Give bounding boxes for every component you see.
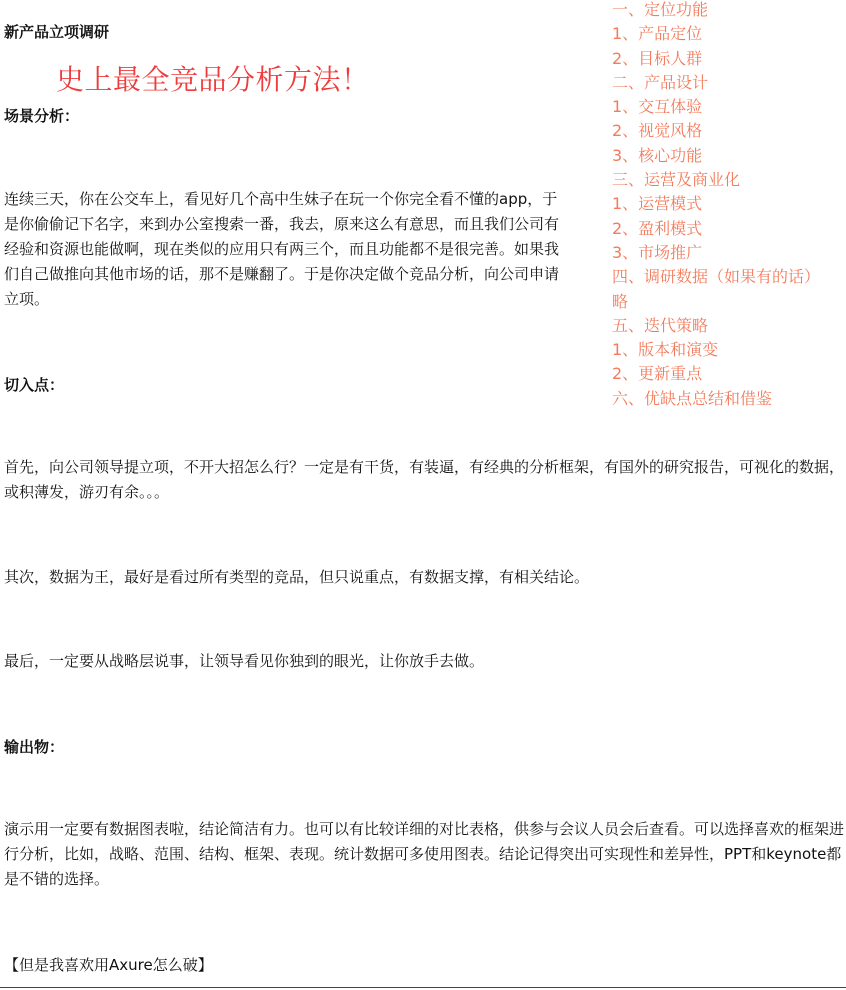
outline-item: 1、交互体验 [612, 97, 703, 117]
entry-point-second-paragraph: 其次，数据为王，最好是看过所有类型的竞品，但只说重点，有数据支撑，有相关结论。 [4, 568, 590, 586]
entry-point-first-paragraph: 首先，向公司领导提立项，不开大招怎么行？一定是有干货，有装逼，有经典的分析框架，有国外的研究报告，可视化的数据，或积薄发，游刃有余。。。 [4, 458, 845, 501]
outline-item: 六、优缺点总结和借鉴 [612, 388, 773, 408]
outline-item: 一、定位功能 [612, 0, 709, 19]
outline-item: 1、版本和演变 [612, 340, 719, 360]
page-bottom-rule [0, 987, 846, 988]
outline-item: 略 [612, 291, 629, 311]
entry-point-heading: 切入点： [4, 376, 65, 394]
outline-item: 五、迭代策略 [612, 315, 709, 335]
scenario-paragraph: 连续三天，你在公交车上，看见好几个高中生妹子在玩一个你完全看不懂的app，于是你偷偷记下名字，来到办公室搜索一番，我去，原来这么有意思，而且我们公司有经验和资源也能做啊，现在类似的应用只有两三个，而且功能都不是很完善。如果我们自己做推向其他市场的话，那不是赚翻了。于是你决定做个竞品分析，向公司申请立项。 [4, 190, 560, 308]
outline-item: 1、运营模式 [612, 194, 703, 214]
outline-item: 3、市场推广 [612, 242, 703, 262]
article-headline: 史上最全竞品分析方法！ [56, 63, 370, 96]
output-paragraph: 演示用一定要有数据图表啦，结论简洁有力。也可以有比较详细的对比表格，供参与会议人员会后查看。可以选择喜欢的框架进行分析，比如，战略、范围、结构、框架、表现。统计数据可多使用图表。结论记得突出可实现性和差异性，PPT和keynote都是不错的选择。 [4, 820, 845, 888]
outline-item: 2、盈利模式 [612, 218, 703, 238]
outline-item: 二、产品设计 [612, 72, 709, 92]
outline-item: 1、产品定位 [612, 24, 703, 44]
outline-item: 3、核心功能 [612, 145, 703, 165]
outline-item: 四、调研数据（如果有的话） [612, 267, 821, 287]
document-title: 新产品立项调研 [4, 23, 110, 41]
outline-list [612, 0, 846, 411]
entry-point-last-paragraph: 最后，一定要从战略层说事，让领导看见你独到的眼光，让你放手去做。 [4, 652, 485, 670]
output-heading: 输出物： [4, 738, 65, 756]
outline-item: 2、目标人群 [612, 48, 703, 68]
outline-item: 三、运营及商业化 [612, 170, 741, 190]
outline-item: 2、更新重点 [612, 364, 703, 384]
scenario-heading: 场景分析： [4, 107, 80, 125]
closing-line: 【但是我喜欢用Axure怎么破】 [4, 956, 213, 974]
outline-item: 2、视觉风格 [612, 121, 703, 141]
